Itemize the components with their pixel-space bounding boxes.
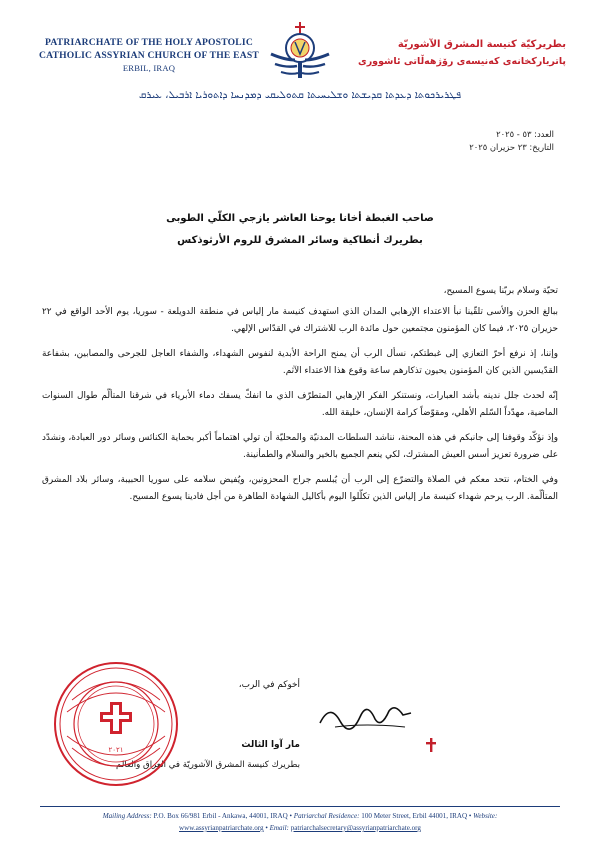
footer-email-label: Email: — [269, 824, 289, 832]
footer-mailing-label: Mailing Address: — [102, 812, 152, 820]
header-english — [34, 36, 264, 75]
letter-date: التاريخ: ٢٣ حزيران ٢٠٢٥ — [469, 142, 554, 152]
footer-residence-label: Patriarchal Residence: — [293, 812, 360, 820]
footer-line2: www.assyrianpatriarchate.org • Email: patriarchalsecretary@assyrianpatriarchate.org — [179, 824, 421, 832]
header-ar-line1: بطريركيّة كنيسة المشرق الآشوريّة — [397, 39, 566, 50]
addressee-title — [40, 208, 560, 252]
closing-line: أخوكم في الرب، — [238, 680, 300, 690]
header-ar-line2: پاترياركخانەى كەنيسەى رۆژهەڵاتى ئاشوورى — [358, 56, 566, 67]
greeting: تحيّة وسلام بربّنا يسوع المسيح، — [443, 286, 558, 296]
official-seal-stamp — [52, 660, 180, 788]
header-syriac-line: ܦܛܪܝܪܟܘܬܐ ܕܥܕܬܐ ܩܕܝܫܬܐ ܘܫܠܝܚܝܬܐ ܩܬܘܠܝܩܝ ܕܡܕܢܚܐ ܕܐܬܘܪܝܐ ܐܪܒܝܠ، ܥܝܪܩ — [138, 90, 462, 101]
footer-email-link[interactable]: patriarchalsecretary@assyrianpatriarchate.org — [290, 824, 421, 832]
footer-website-label: Website: — [473, 812, 498, 820]
signatory-name: مار آوا الثالث — [241, 740, 300, 750]
addressee-line2: بطريرك أنطاكية وسائر المشرق للروم الأرثوذكس — [177, 235, 423, 246]
paragraph-4: وإذ نؤكّد وقوفنا إلى جانبكم في هذه المحنة، نناشد السلطات المدنيّة والمحليّة أن تولي اهتماماً أكبر بحماية الكنائس وسائر دور العبادة، ونشدّد على ضرورة تعزيز أسس العيش المشترك، لكي ينعم الجميع بالخير والسلام والطمأنينة. — [42, 432, 558, 460]
header-en-line3: ERBIL, IRAQ — [122, 63, 176, 73]
addressee-line1: صاحب الغبطة أخانا يوحنا العاشر يازجي الكلّي الطوبى — [166, 213, 434, 224]
handwritten-signature — [315, 693, 415, 735]
cross-icon — [425, 738, 437, 752]
paragraph-3: إنّه لحدث جلل ندينه بأشد العبارات، ونستنكر الفكر الإرهابي المتطرّف الذي ما انفكّ يسفك دماء الأبرياء في شرقنا المتألّم طوال السنوات الماضية، مهدّداً السّلم الأهلي، ومقوّضاً كرامة الإنسان، خليقة الله. — [42, 390, 558, 418]
paragraph-2: وإننا، إذ نرفع أحرّ التعازي إلى غبطتكم، نسأل الرب أن يمنح الراحة الأبدية لنفوس الشهداء، والشفاء العاجل للجرحى والمصابين، بشفاعة القدّيسين الذين كان المؤمنون يحيون تذكارهم ساعة وقوع هذا الاعتداء الآثم. — [42, 348, 558, 376]
signatory-title: بطريرك كنيسة المشرق الآشوريّة في العراق والعالم — [116, 760, 300, 770]
seal-year: ٢٠٢١ — [108, 746, 124, 754]
letter-number: العدد: ٥٣ - ٢٠٢٥ — [496, 129, 554, 139]
footer-residence-value: 100 Meter Street, Erbil 44001, IRAQ • — [361, 812, 472, 820]
paragraph-1: ببالغ الحزن والأسى تلقّينا نبأ الاعتداء الإرهابي المدان الذي استهدف كنيسة مار إلياس في منطقة الدويلعة - سوريا، يوم الأحد الواقع في ٢٢ حزيران ٢٠٢٥، فيما كان المؤمنون مجتمعين حول مائدة الرب للاشتراك في القدّاس الإلهي. — [42, 306, 558, 334]
header-arabic — [346, 36, 566, 70]
paragraph-5: وفي الختام، نتحد معكم في الصلاة والتضرّع إلى الرب أن يُبلسم جراح المحزونين، ويُفيض سلامه على سوريا الحبيبة، وسائر بلاد المشرق المتألّمة. الرب يرحم شهداء كنيسة مار إلياس الذين تكلّلوا اليوم بأكاليل الشهادة الطاهرة من أجل فادينا يسوع المسيح. — [42, 474, 558, 502]
letter-meta — [469, 128, 554, 154]
letter-body — [42, 283, 558, 514]
header-en-line1: PATRIARCHATE OF THE HOLY APOSTOLIC — [45, 37, 253, 48]
footer-mailing-value: P.O. Box 66/981 Erbil - Ankawa, 44001, IRAQ • — [153, 812, 292, 820]
footer-website-link[interactable]: www.assyrianpatriarchate.org — [179, 824, 264, 832]
footer-divider — [40, 806, 560, 807]
footer — [30, 810, 570, 834]
patriarchate-emblem-icon — [265, 20, 335, 82]
header-en-line2: CATHOLIC ASSYRIAN CHURCH OF THE EAST — [39, 50, 259, 61]
footer-line1 — [30, 810, 570, 822]
